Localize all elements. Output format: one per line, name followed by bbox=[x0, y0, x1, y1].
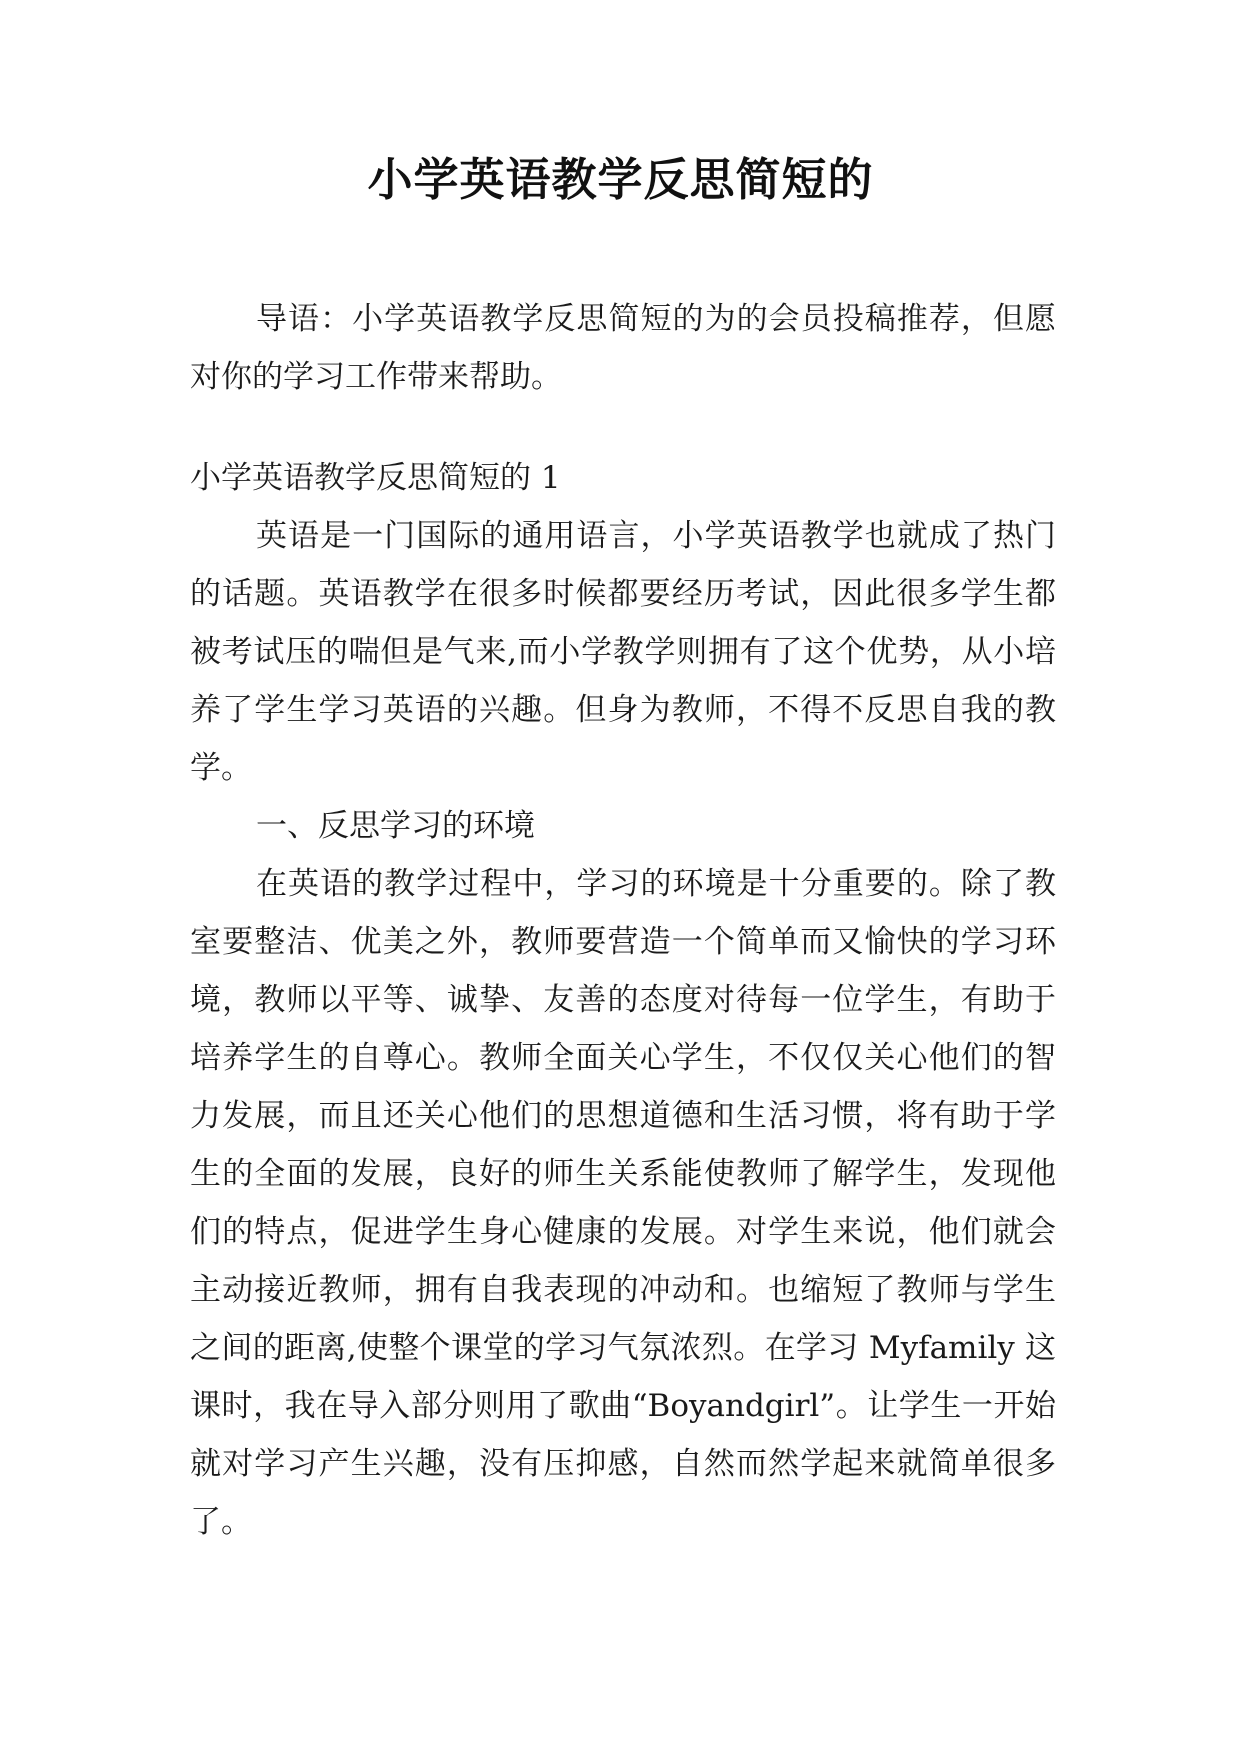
subheading-environment: 一、反思学习的环境 bbox=[256, 808, 535, 844]
paragraph-1: 英语是一门国际的通用语言，小学英语教学也就成了热门的话题。英语教学在很多时候都要经历考试，因此很多学生都被考试压的喘但是气来,而小学教学则拥有了这个优势，从小培养了学生学习英语的兴趣。但身为教师，不得不反思自我的教学。 bbox=[190, 518, 1056, 786]
paragraph-2: 在英语的教学过程中，学习的环境是十分重要的。除了教室要整洁、优美之外，教师要营造一个简单而又愉快的学习环境，教师以平等、诚挚、友善的态度对待每一位学生，有助于培养学生的自尊心。教师全面关心学生，不仅仅关心他们的智力发展，而且还关心他们的思想道德和生活习惯，将有助于学生的全面的发展，良好的师生关系能使教师了解学生，发现他们的特点，促进学生身心健康的发展。对学生来说，他们就会主动接近教师，拥有自我表现的冲动和。也缩短了教师与学生之间的距离,使整个课堂的学习气氛浓烈。在学习 Myfamily 这课时，我在导入部分则用了歌曲“Boyandgirl”。让学生一开始就对学习产生兴趣，没有压抑感，自然而然学起来就简单很多了。 bbox=[190, 866, 1056, 1540]
intro-paragraph: 导语：小学英语教学反思简短的为的会员投稿推荐，但愿对你的学习工作带来帮助。 bbox=[190, 301, 1056, 395]
document-body bbox=[190, 290, 1056, 1551]
section-heading: 小学英语教学反思简短的 1 bbox=[190, 460, 561, 496]
document-title: 小学英语教学反思简短的 bbox=[367, 153, 874, 206]
